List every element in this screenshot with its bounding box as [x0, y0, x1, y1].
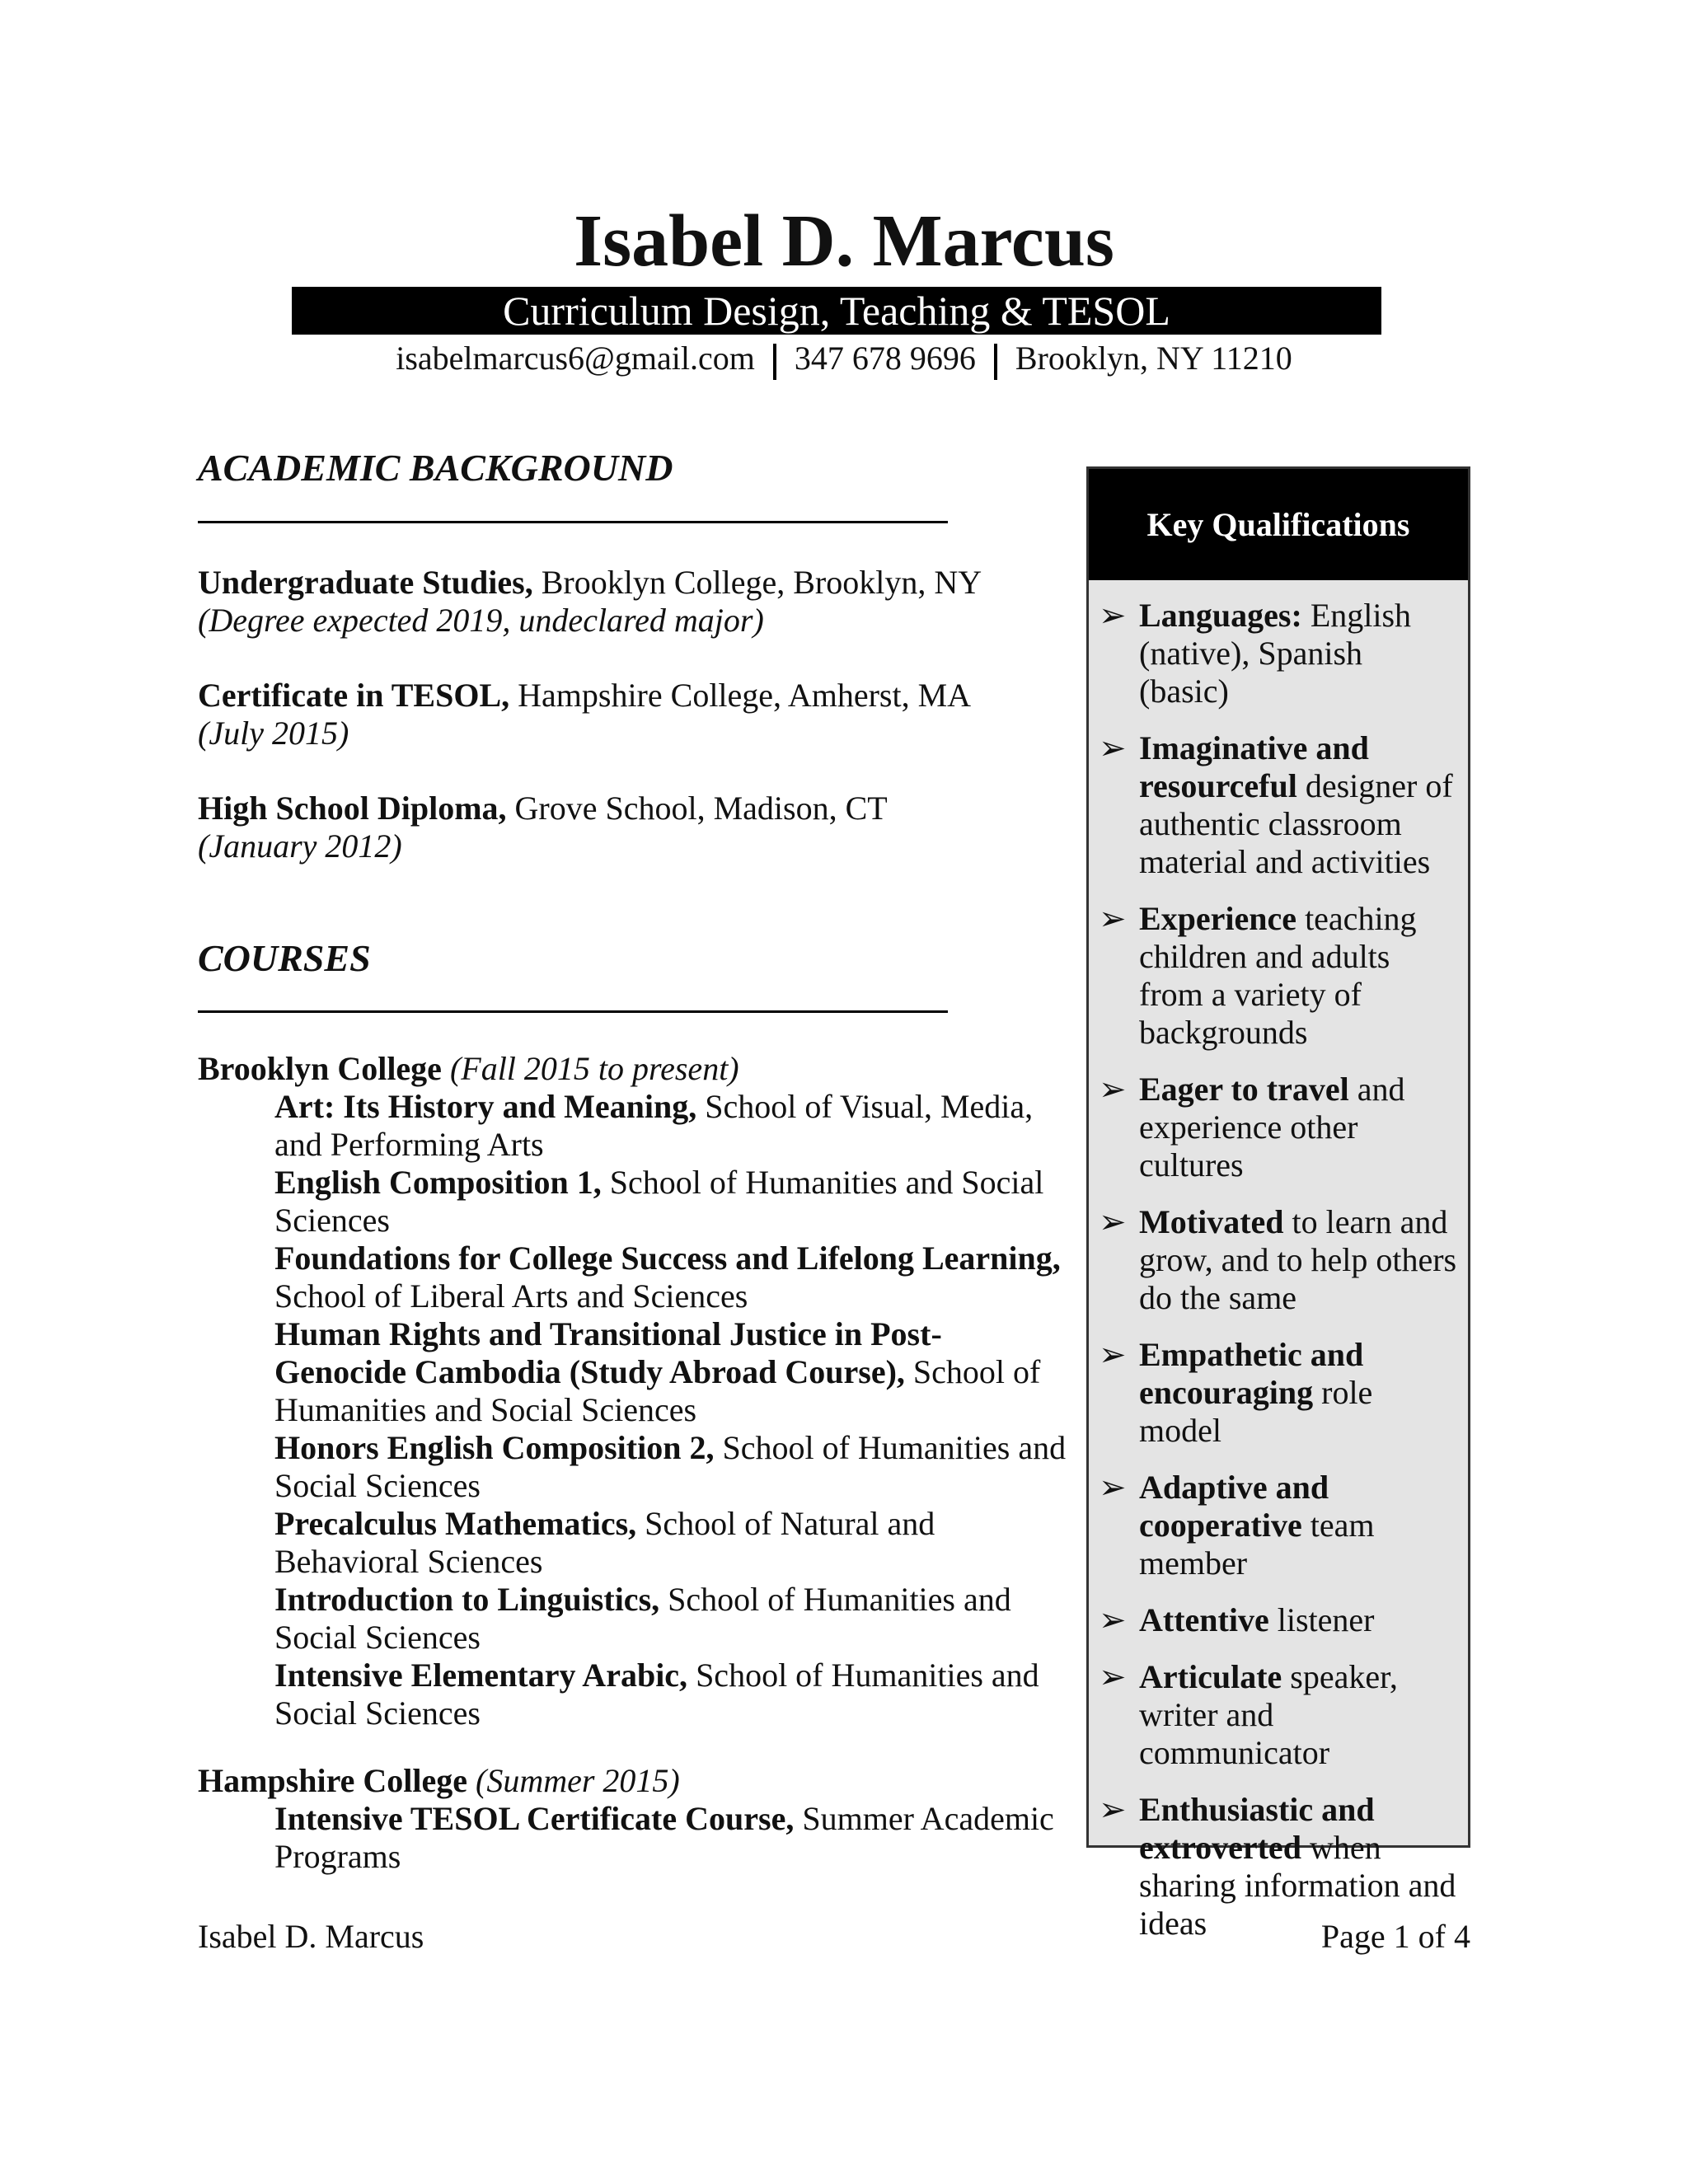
- qualification-key: Articulate: [1139, 1658, 1282, 1695]
- course-dept: School of Humanities and Social Sciences: [274, 1657, 1039, 1732]
- course-title: English Composition 1,: [274, 1164, 602, 1201]
- qualification-text: and experience other cultures: [1139, 1071, 1405, 1183]
- page-number: Page 1 of 4: [1320, 1918, 1470, 1955]
- arrow-bullet-icon: ➢: [1099, 1469, 1127, 1506]
- email-text: isabelmarcus6@gmail.com: [396, 340, 755, 377]
- course-group-brooklyn: [198, 1050, 1071, 1732]
- course-item: [274, 1088, 1071, 1164]
- qualification-key: Eager to travel: [1139, 1071, 1349, 1108]
- courses-heading: COURSES: [198, 937, 371, 979]
- qualification-text: team member: [1139, 1507, 1375, 1582]
- qualification-text: role model: [1139, 1374, 1373, 1449]
- education-entry: [198, 564, 1030, 640]
- qualification-key: Adaptive and cooperative: [1139, 1469, 1329, 1544]
- qualification-key: Imaginative and resourceful: [1139, 729, 1369, 804]
- arrow-bullet-icon: ➢: [1099, 729, 1127, 766]
- education-note: (January 2012): [198, 827, 402, 865]
- course-title: Human Rights and Transitional Justice in Post-Genocide Cambodia (Study Abroad Course),: [274, 1315, 942, 1390]
- arrow-bullet-icon: ➢: [1099, 1791, 1127, 1828]
- qualification-key: Experience: [1139, 900, 1297, 937]
- qualification-item: [1097, 1658, 1460, 1772]
- qualification-text: speaker, writer and communicator: [1139, 1658, 1398, 1771]
- course-item: [274, 1164, 1071, 1240]
- arrow-bullet-icon: ➢: [1099, 597, 1127, 634]
- phone-text: 347 678 9696: [794, 340, 976, 377]
- course-title: Art: Its History and Meaning,: [274, 1088, 697, 1125]
- qualification-item: [1097, 1203, 1460, 1317]
- course-list: [198, 1088, 1071, 1732]
- divider: [994, 344, 997, 380]
- course-item: [274, 1315, 1071, 1429]
- degree-label: Certificate in TESOL,: [198, 677, 510, 714]
- education-entry: [198, 790, 1030, 865]
- course-item: [274, 1581, 1071, 1657]
- course-title: Intensive Elementary Arabic,: [274, 1657, 688, 1694]
- course-item: [274, 1429, 1071, 1505]
- course-item: [274, 1505, 1071, 1581]
- panel-heading: Key Qualifications: [1089, 469, 1468, 580]
- course-dates: (Summer 2015): [476, 1762, 680, 1799]
- qualification-item: [1097, 1071, 1460, 1184]
- course-dates: (Fall 2015 to present): [449, 1050, 739, 1087]
- course-title: Introduction to Linguistics,: [274, 1581, 660, 1618]
- education-note: (Degree expected 2019, undeclared major): [198, 602, 764, 639]
- course-dept: School of Natural and Behavioral Sciences: [274, 1505, 935, 1580]
- location-text: Brooklyn, NY 11210: [1015, 340, 1292, 377]
- footer-name: Isabel D. Marcus: [198, 1918, 424, 1955]
- course-title: Precalculus Mathematics,: [274, 1505, 637, 1542]
- course-dept: Summer Academic Programs: [274, 1800, 1054, 1875]
- arrow-bullet-icon: ➢: [1099, 1601, 1127, 1638]
- arrow-bullet-icon: ➢: [1099, 900, 1127, 937]
- qualification-item: [1097, 729, 1460, 881]
- arrow-bullet-icon: ➢: [1099, 1336, 1127, 1373]
- course-title: Honors English Composition 2,: [274, 1429, 715, 1466]
- course-list: [198, 1800, 1071, 1876]
- course-item: [274, 1800, 1071, 1876]
- qualification-item: [1097, 1469, 1460, 1582]
- contact-line: [0, 336, 1688, 381]
- section-rule: [198, 1010, 948, 1013]
- qualification-item: [1097, 1601, 1460, 1639]
- education-entry: [198, 677, 1030, 752]
- qualification-key: Empathetic and encouraging: [1139, 1336, 1364, 1411]
- arrow-bullet-icon: ➢: [1099, 1203, 1127, 1240]
- course-dept: School of Humanities and Social Sciences: [274, 1429, 1067, 1504]
- course-dept: School of Humanities and Social Sciences: [274, 1164, 1044, 1239]
- qualification-item: [1097, 900, 1460, 1052]
- course-item: [274, 1657, 1071, 1732]
- qualification-key: Motivated: [1139, 1203, 1284, 1240]
- qualification-key: Languages:: [1139, 597, 1302, 634]
- degree-label: Undergraduate Studies,: [198, 564, 533, 601]
- course-dept: School of Humanities and Social Sciences: [274, 1581, 1011, 1656]
- course-title: Intensive TESOL Certificate Course,: [274, 1800, 795, 1837]
- tagline-banner: Curriculum Design, Teaching & TESOL: [292, 287, 1381, 335]
- education-note: (July 2015): [198, 715, 349, 752]
- course-dept: School of Liberal Arts and Sciences: [274, 1277, 748, 1315]
- qualification-item: [1097, 1336, 1460, 1450]
- qualification-key: Enthusiastic and extroverted: [1139, 1791, 1375, 1866]
- academic-heading: ACADEMIC BACKGROUND: [198, 447, 673, 489]
- arrow-bullet-icon: ➢: [1099, 1071, 1127, 1108]
- qualification-item: [1097, 597, 1460, 710]
- school-label: Brooklyn College, Brooklyn, NY: [532, 564, 982, 601]
- school-label: Hampshire College, Amherst, MA: [509, 677, 972, 714]
- course-title: Foundations for College Success and Lifelong Learning,: [274, 1240, 1061, 1277]
- school-label: Grove School, Madison, CT: [506, 790, 888, 827]
- course-item: [274, 1240, 1071, 1315]
- degree-label: High School Diploma,: [198, 790, 507, 827]
- school-name: Brooklyn College: [198, 1050, 442, 1087]
- qualification-text: to learn and grow, and to help others do the same: [1139, 1203, 1457, 1316]
- qualification-list: [1089, 580, 1468, 1943]
- school-name: Hampshire College: [198, 1762, 468, 1799]
- course-group-hampshire: [198, 1762, 1071, 1876]
- qualification-text: when sharing information and ideas: [1139, 1829, 1456, 1942]
- qualification-text: listener: [1268, 1601, 1375, 1638]
- section-rule: [198, 521, 948, 523]
- course-dept: School of Visual, Media, and Performing Arts: [274, 1088, 1034, 1163]
- course-dept: School of Humanities and Social Sciences: [274, 1353, 1041, 1428]
- arrow-bullet-icon: ➢: [1099, 1658, 1127, 1695]
- qualification-key: Attentive: [1139, 1601, 1269, 1638]
- qualification-text: English (native), Spanish (basic): [1139, 597, 1412, 710]
- resume-name: Isabel D. Marcus: [574, 200, 1114, 282]
- qualification-text: designer of authentic classroom material and activities: [1139, 767, 1453, 880]
- qualification-text: teaching children and adults from a variety of backgrounds: [1139, 900, 1417, 1051]
- divider: [773, 344, 776, 380]
